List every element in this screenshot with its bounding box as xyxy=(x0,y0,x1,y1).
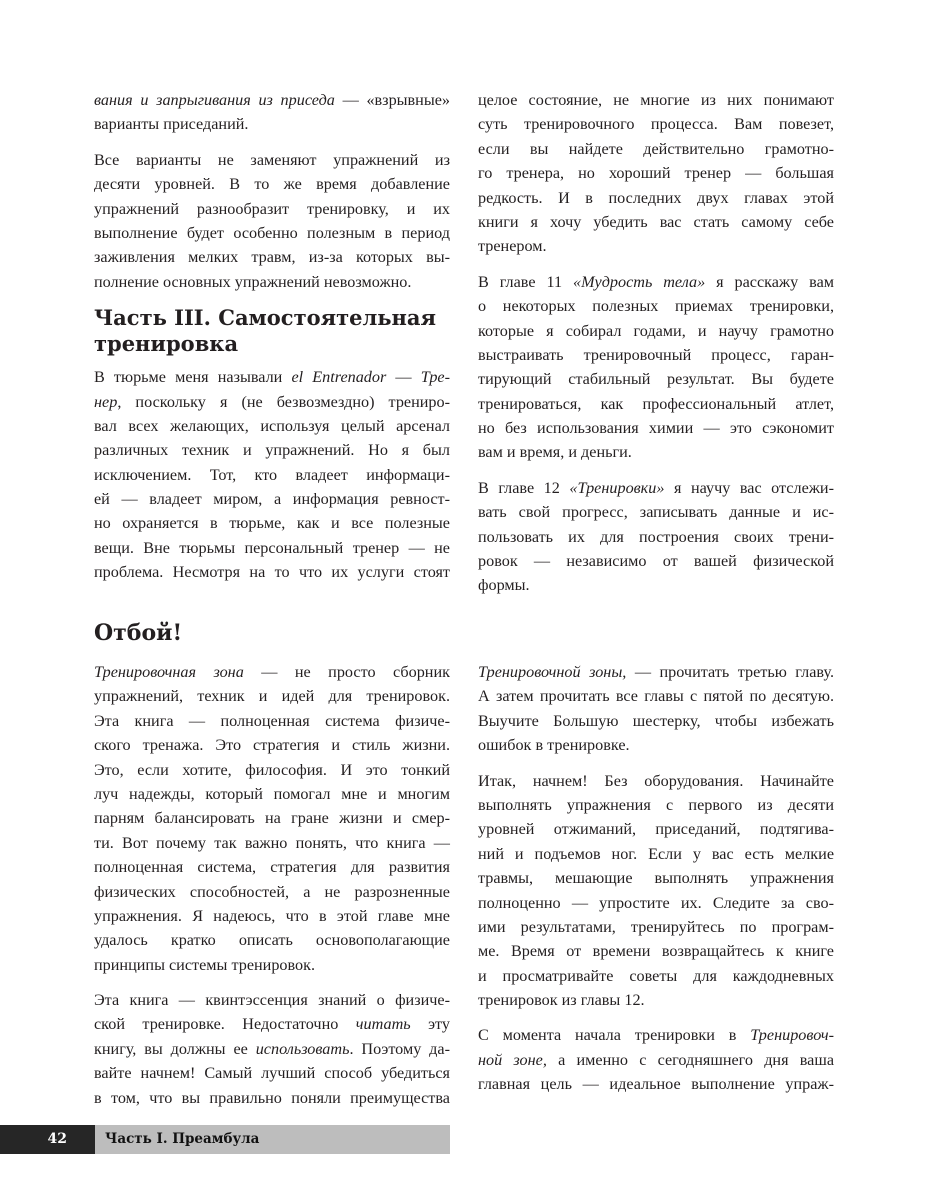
text-line xyxy=(478,915,834,939)
text-line xyxy=(478,866,834,890)
text: Это, если хотите, философия. И это тонкий xyxy=(94,760,450,779)
text: выстраивать тренировочный процесс, гаран- xyxy=(478,345,834,364)
text: а именно с сегодняшнего дня ваша xyxy=(546,1050,835,1069)
text: принципы системы тренировок. xyxy=(94,955,316,974)
text: главная цель — идеальное выполнение упраж- xyxy=(478,1075,834,1094)
text-line xyxy=(478,319,834,343)
text: тренером. xyxy=(478,237,547,256)
paragraph xyxy=(478,88,834,259)
text: книги я хочу убедить вас стать самому себе xyxy=(478,212,834,231)
text-line xyxy=(478,270,834,294)
text-line xyxy=(94,197,450,221)
text: А затем прочитать все главы с пятой по десятую. xyxy=(478,687,834,706)
text-line xyxy=(94,536,450,560)
italic-text: Тренировочной зоны, xyxy=(478,663,627,681)
text: полнение основных упражнений невозможно. xyxy=(94,272,412,291)
text: ими результатами, тренируйтесь по програм- xyxy=(478,917,834,936)
italic-text: нер xyxy=(94,392,118,411)
text-line xyxy=(94,806,450,830)
text: В главе 11 xyxy=(478,272,573,291)
italic-text: «Тренировки» xyxy=(569,478,665,497)
text: о некоторых полезных приемах тренировки, xyxy=(478,297,834,316)
text-line xyxy=(478,137,834,161)
text-line xyxy=(478,392,834,416)
text-line xyxy=(478,891,834,915)
text-line xyxy=(94,928,450,952)
text-line xyxy=(478,684,834,708)
text-line xyxy=(478,234,834,258)
text-line xyxy=(94,148,450,172)
text-line xyxy=(94,88,450,112)
text: . Поэтому да- xyxy=(349,1039,450,1058)
text: десяти уровней. В то же время добавление xyxy=(94,175,450,194)
text: луч надежды, который помогал мне и многим xyxy=(94,784,450,803)
text-line xyxy=(94,855,450,879)
text: упражнений, техник и идей для тренировок. xyxy=(94,687,450,706)
text-line xyxy=(94,112,450,136)
text: и просматривайте советы для каждодневных xyxy=(478,966,834,985)
text-line xyxy=(478,112,834,136)
text: книгу, вы должны ее xyxy=(94,1039,256,1058)
paragraph xyxy=(94,88,450,137)
text: заживления мелких травм, из-за которых вы- xyxy=(94,248,450,267)
text: вал всех желающих, используя целый арсенал xyxy=(94,416,450,435)
text: выполнение будет особенно полезным в период xyxy=(94,223,450,242)
text: — прочитать третью главу. xyxy=(626,663,834,681)
text-line xyxy=(94,390,450,414)
text: Эта книга — квинтэссенция знаний о физиче- xyxy=(94,991,450,1010)
text: вать свой прогресс, записывать данные и ис- xyxy=(478,503,834,522)
italic-text: использовать xyxy=(255,1039,350,1058)
text: — не просто сборник xyxy=(243,663,450,681)
text-line xyxy=(478,210,834,234)
text-line xyxy=(94,684,450,708)
text: тренироваться, как профессиональный атлет, xyxy=(478,394,834,413)
text-line xyxy=(478,367,834,391)
italic-text: вания и запрыгивания из приседа xyxy=(94,91,335,109)
text: вайте начнем! Самый лучший способ убедиться xyxy=(94,1064,450,1083)
text-line xyxy=(478,343,834,367)
text: упражнений разнообразит тренировку, и их xyxy=(94,199,450,218)
text: но без использования химии — это сэкономит xyxy=(478,419,834,438)
text-line xyxy=(478,294,834,318)
text: суть тренировочного процесса. Вам повезет, xyxy=(478,115,834,134)
text-line xyxy=(478,525,834,549)
text-line xyxy=(94,365,450,389)
text: — «взрывные» xyxy=(334,91,451,109)
text-line xyxy=(94,487,450,511)
text-line xyxy=(94,511,450,535)
text-line xyxy=(478,939,834,963)
text: выполнять упражнения с первого из десяти xyxy=(478,795,834,814)
paragraph xyxy=(478,476,834,598)
text: тирующий стабильный результат. Вы будете xyxy=(478,370,834,389)
text-line xyxy=(94,953,450,977)
text: ровок — независимо от вашей физической xyxy=(478,552,834,571)
text: ме. Время от времени возвращайтесь к книге xyxy=(478,942,834,961)
text-line xyxy=(478,476,834,500)
text: пользовать их для построения своих трени- xyxy=(478,527,834,546)
text-line xyxy=(94,831,450,855)
text: упражнения. Я надеюсь, что в этой главе мне xyxy=(94,906,450,925)
italic-text: Тренировоч- xyxy=(750,1026,834,1045)
text-line xyxy=(94,904,450,928)
subsection-heading: Часть III. Самостоятельная тренировка xyxy=(94,305,437,357)
text-line xyxy=(94,782,450,806)
paragraph xyxy=(478,270,834,465)
italic-text: Тренировочная зона xyxy=(94,663,244,681)
text-line xyxy=(478,1072,834,1096)
text: С момента начала тренировки в xyxy=(478,1026,751,1045)
text-line xyxy=(478,988,834,1012)
paragraph xyxy=(94,148,450,294)
text-line xyxy=(94,172,450,196)
text: эту xyxy=(410,1015,450,1034)
bottom-left-column xyxy=(94,660,450,1121)
text: варианты приседаний. xyxy=(94,115,249,134)
paragraph xyxy=(478,660,834,758)
text-line xyxy=(478,660,834,684)
text-line xyxy=(478,709,834,733)
text-line xyxy=(94,758,450,782)
page-number: 42 xyxy=(0,1125,95,1154)
text: физических способностей, а не разрозненные xyxy=(94,882,450,901)
text: удалось кратко описать основополагающие xyxy=(94,931,450,950)
text: целое состояние, не многие из них понимают xyxy=(478,91,834,109)
text: Выучите Большую шестерку, чтобы избежать xyxy=(478,711,834,730)
text: В главе 12 xyxy=(478,478,570,497)
text: В тюрьме меня называли xyxy=(94,368,292,387)
text: вещи. Вне тюрьмы персональный тренер — не xyxy=(94,538,450,557)
text: ти. Вот почему так важно понять, что книга — xyxy=(94,833,450,852)
text: парням балансировать на гране жизни и смер- xyxy=(94,809,450,828)
text: тренировок из главы 12. xyxy=(478,991,645,1010)
text-line xyxy=(478,549,834,573)
text: проблема. Несмотря на то что их услуги стоят xyxy=(94,563,450,582)
text-line xyxy=(94,1037,450,1061)
text-line xyxy=(478,573,834,597)
text: в том, что вы правильно поняли преимущества xyxy=(94,1088,450,1107)
text-line xyxy=(94,438,450,462)
text-line xyxy=(94,270,450,294)
text: редкость. И в последних двух главах этой xyxy=(478,188,834,207)
italic-text: «Мудрость тела» xyxy=(572,272,706,291)
text-line xyxy=(478,1023,834,1047)
text-line xyxy=(478,817,834,841)
italic-text: ной зоне, xyxy=(478,1050,547,1069)
italic-text: Тре- xyxy=(420,368,450,387)
text: я расскажу вам xyxy=(705,272,834,291)
text-line xyxy=(94,733,450,757)
bottom-right-column xyxy=(478,660,834,1108)
text: если вы найдете действительно грамотно- xyxy=(478,139,834,158)
text: которые я собирал годами, и научу грамотно xyxy=(478,321,834,340)
text: полноценная система, стратегия для развития xyxy=(94,858,450,877)
paragraph xyxy=(94,988,450,1110)
text-line xyxy=(478,186,834,210)
text: Все варианты не заменяют упражнений из xyxy=(94,150,450,169)
italic-text: el Entrenador xyxy=(291,368,387,387)
text: ского тренажа. Это стратегия и стиль жизни. xyxy=(94,736,450,755)
text: ской тренировке. Недостаточно xyxy=(94,1015,356,1034)
text-line xyxy=(94,660,450,684)
text-line xyxy=(478,440,834,464)
text: я научу вас отслежи- xyxy=(664,478,834,497)
text: ний и подъемов ног. Если у вас есть мелкие xyxy=(478,844,834,863)
paragraph xyxy=(478,1023,834,1096)
italic-text: читать xyxy=(355,1015,411,1034)
text-line xyxy=(94,1086,450,1110)
text: , поскольку я (не безвозмездно) трениро- xyxy=(117,392,450,411)
paragraph xyxy=(94,365,450,585)
text-line xyxy=(94,1012,450,1036)
text-line xyxy=(478,1048,834,1072)
text: исключением. Тот, кто владеет информаци- xyxy=(94,465,450,484)
text-line xyxy=(94,221,450,245)
text-line xyxy=(478,793,834,817)
text-line xyxy=(478,500,834,524)
text-line xyxy=(478,964,834,988)
text-line xyxy=(94,414,450,438)
top-left-column xyxy=(94,88,450,596)
running-head: Часть I. Преамбула xyxy=(95,1125,450,1154)
text-line xyxy=(478,769,834,793)
top-right-column xyxy=(478,88,834,609)
text-line xyxy=(94,245,450,269)
paragraph xyxy=(478,769,834,1013)
text-line xyxy=(478,88,834,112)
text-line xyxy=(94,988,450,1012)
text: — xyxy=(386,368,421,387)
text-line xyxy=(94,880,450,904)
text: ей — владеет миром, а информация ревност- xyxy=(94,490,450,509)
text: вам и время, и деньги. xyxy=(478,443,632,462)
text: го тренера, но хороший тренер — большая xyxy=(478,164,834,183)
paragraph xyxy=(94,660,450,977)
text-line xyxy=(478,842,834,866)
text: формы. xyxy=(478,576,530,595)
text: но охраняется в тюрьме, как и все полезные xyxy=(94,514,450,533)
text-line xyxy=(478,733,834,757)
text: уровней отжиманий, приседаний, подтягива- xyxy=(478,820,834,839)
text: травмы, мешающие выполнять упражнения xyxy=(478,869,834,888)
text: ошибок в тренировке. xyxy=(478,736,630,755)
text-line xyxy=(94,709,450,733)
section-title: Отбой! xyxy=(94,620,183,646)
text-line xyxy=(478,161,834,185)
text: Эта книга — полноценная система физиче- xyxy=(94,711,450,730)
text: Итак, начнем! Без оборудования. Начинайте xyxy=(478,771,834,790)
text-line xyxy=(478,416,834,440)
text: различных техник и упражнений. Но я был xyxy=(94,441,450,460)
text-line xyxy=(94,1061,450,1085)
text: полноценно — упростите их. Следите за сво- xyxy=(478,893,834,912)
text-line xyxy=(94,463,450,487)
text-line xyxy=(94,560,450,584)
